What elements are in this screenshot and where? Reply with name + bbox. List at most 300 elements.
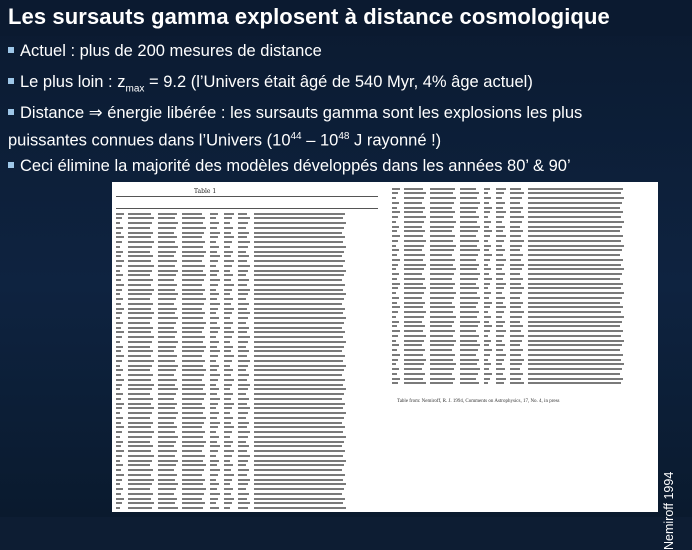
table-cell-texture bbox=[484, 306, 490, 308]
table-cell-texture bbox=[210, 455, 216, 457]
table-cell-texture bbox=[528, 311, 621, 313]
table-cell-texture bbox=[182, 369, 206, 371]
table-cell-texture bbox=[182, 412, 203, 414]
table-cell-texture bbox=[224, 502, 232, 504]
bullet-3-line-2b: – 10 bbox=[301, 131, 339, 150]
table-cell-texture bbox=[404, 249, 422, 251]
table-cell-texture bbox=[404, 254, 425, 256]
table-cell-texture bbox=[224, 350, 231, 352]
table-cell-texture bbox=[238, 426, 247, 428]
table-cell-texture bbox=[116, 284, 124, 286]
table-cell-texture bbox=[254, 251, 344, 253]
table-cell-texture bbox=[224, 251, 233, 253]
table-cell-texture bbox=[224, 298, 233, 300]
table-cell-texture bbox=[158, 441, 176, 443]
table-cell-texture bbox=[210, 403, 218, 405]
table-cell-texture bbox=[404, 292, 424, 294]
table-cell-texture bbox=[224, 284, 234, 286]
table-cell-texture bbox=[238, 398, 249, 400]
table-cell-texture bbox=[182, 426, 202, 428]
table-cell-texture bbox=[460, 249, 480, 251]
table-cell-texture bbox=[224, 312, 232, 314]
table-cell-texture bbox=[128, 388, 152, 390]
table-cell-texture bbox=[182, 289, 205, 291]
table-cell-texture bbox=[254, 365, 346, 367]
table-cell-texture bbox=[158, 341, 178, 343]
table-cell-texture bbox=[510, 235, 521, 237]
table-cell-texture bbox=[116, 317, 120, 319]
table-cell-texture bbox=[484, 354, 490, 356]
table-cell-texture bbox=[430, 359, 453, 361]
table-cell-texture bbox=[460, 245, 477, 247]
table-cell-texture bbox=[404, 216, 426, 218]
table-cell-texture bbox=[182, 255, 204, 257]
table-cell-texture bbox=[404, 226, 422, 228]
table-cell-texture bbox=[430, 245, 456, 247]
table-cell-texture bbox=[128, 469, 153, 471]
table-cell-texture bbox=[392, 211, 400, 213]
table-cell-texture bbox=[210, 360, 216, 362]
table-cell-texture bbox=[182, 374, 204, 376]
table-cell-texture bbox=[158, 422, 174, 424]
table-cell-texture bbox=[254, 474, 345, 476]
table-cell-texture bbox=[116, 303, 121, 305]
table-cell-texture bbox=[430, 344, 454, 346]
table-cell-texture bbox=[158, 213, 177, 215]
table-cell-texture bbox=[116, 436, 120, 438]
table-cell-texture bbox=[158, 483, 178, 485]
table-row-texture bbox=[392, 381, 654, 386]
table-cell-texture bbox=[496, 297, 505, 299]
table-cell-texture bbox=[158, 493, 174, 495]
table-cell-texture bbox=[404, 382, 426, 384]
table-cell-texture bbox=[224, 270, 230, 272]
table-cell-texture bbox=[116, 369, 123, 371]
table-cell-texture bbox=[460, 230, 478, 232]
table-cell-texture bbox=[224, 365, 230, 367]
table-cell-texture bbox=[510, 259, 521, 261]
table-cell-texture bbox=[128, 260, 151, 262]
table-cell-texture bbox=[528, 354, 623, 356]
table-cell-texture bbox=[182, 441, 206, 443]
table-cell-texture bbox=[128, 293, 152, 295]
table-cell-texture bbox=[116, 493, 121, 495]
table-cell-texture bbox=[496, 354, 506, 356]
table-cell-texture bbox=[460, 188, 476, 190]
table-cell-texture bbox=[460, 287, 479, 289]
table-cell-texture bbox=[460, 330, 476, 332]
table-cell-texture bbox=[496, 302, 503, 304]
table-cell-texture bbox=[496, 245, 502, 247]
table-cell-texture bbox=[484, 363, 491, 365]
table-cell-texture bbox=[484, 349, 492, 351]
table-cell-texture bbox=[238, 483, 248, 485]
table-cell-texture bbox=[430, 321, 454, 323]
table-cell-texture bbox=[404, 278, 425, 280]
table-cell-texture bbox=[238, 317, 248, 319]
table-cell-texture bbox=[430, 311, 453, 313]
table-cell-texture bbox=[224, 255, 231, 257]
table-cell-texture bbox=[116, 270, 120, 272]
table-cell-texture bbox=[182, 227, 206, 229]
table-cell-texture bbox=[484, 321, 489, 323]
table-cell-texture bbox=[430, 259, 455, 261]
table-cell-texture bbox=[484, 278, 492, 280]
table-cell-texture bbox=[158, 298, 176, 300]
table-cell-texture bbox=[460, 278, 478, 280]
table-cell-texture bbox=[460, 283, 476, 285]
table-cell-texture bbox=[392, 359, 398, 361]
table-cell-texture bbox=[496, 207, 503, 209]
table-cell-texture bbox=[128, 393, 150, 395]
table-cell-texture bbox=[238, 265, 250, 267]
table-cell-texture bbox=[116, 365, 120, 367]
table-cell-texture bbox=[510, 359, 524, 361]
bullet-3-sup-2: 48 bbox=[338, 131, 350, 142]
table-cell-texture bbox=[238, 289, 250, 291]
table-cell-texture bbox=[238, 255, 249, 257]
table-cell-texture bbox=[528, 325, 620, 327]
table-cell-texture bbox=[528, 249, 622, 251]
table-cell-texture bbox=[158, 464, 176, 466]
table-cell-texture bbox=[224, 265, 232, 267]
table-cell-texture bbox=[496, 359, 504, 361]
table-cell-texture bbox=[210, 412, 219, 414]
table-cell-texture bbox=[224, 493, 231, 495]
table-cell-texture bbox=[254, 217, 343, 219]
table-cell-texture bbox=[182, 355, 202, 357]
table-cell-texture bbox=[484, 226, 489, 228]
table-cell-texture bbox=[510, 330, 521, 332]
table-cell-texture bbox=[254, 431, 343, 433]
table-cell-texture bbox=[182, 507, 203, 509]
table-cell-texture bbox=[238, 270, 248, 272]
bullet-3-sup-1: 44 bbox=[290, 131, 302, 142]
table-cell-texture bbox=[128, 322, 150, 324]
table-cell-texture bbox=[224, 317, 230, 319]
table-cell-texture bbox=[128, 246, 152, 248]
table-cell-texture bbox=[116, 360, 122, 362]
table-cell-texture bbox=[238, 388, 248, 390]
table-cell-texture bbox=[128, 488, 150, 490]
table-cell-texture bbox=[430, 249, 454, 251]
table-cell-texture bbox=[238, 407, 250, 409]
table-cell-texture bbox=[254, 270, 346, 272]
table-cell-texture bbox=[392, 197, 396, 199]
table-cell-texture bbox=[254, 384, 343, 386]
table-cell-texture bbox=[210, 407, 216, 409]
table-cell-texture bbox=[128, 455, 154, 457]
table-cell-texture bbox=[528, 188, 623, 190]
table-cell-texture bbox=[116, 374, 121, 376]
table-cell-texture bbox=[528, 287, 621, 289]
table-cell-texture bbox=[430, 264, 453, 266]
table-cell-texture bbox=[210, 426, 218, 428]
table-cell-texture bbox=[404, 306, 423, 308]
table-cell-texture bbox=[460, 359, 479, 361]
table-cell-texture bbox=[210, 322, 217, 324]
table-cell-texture bbox=[484, 292, 491, 294]
table-cell-texture bbox=[116, 241, 122, 243]
table-cell-texture bbox=[238, 479, 250, 481]
table-cell-texture bbox=[158, 479, 175, 481]
table-cell-texture bbox=[510, 297, 520, 299]
table-cell-texture bbox=[128, 255, 153, 257]
table-cell-texture bbox=[430, 188, 455, 190]
table-cell-texture bbox=[430, 378, 455, 380]
table-cell-texture bbox=[128, 498, 151, 500]
table-cell-texture bbox=[128, 379, 151, 381]
table-cell-texture bbox=[224, 445, 231, 447]
table-cell-texture bbox=[238, 469, 249, 471]
table-cell-texture bbox=[158, 436, 178, 438]
table-cell-texture bbox=[254, 260, 345, 262]
table-cell-texture bbox=[404, 273, 422, 275]
table-cell-texture bbox=[238, 331, 247, 333]
table-cell-texture bbox=[224, 469, 231, 471]
table-cell-texture bbox=[224, 483, 230, 485]
table-cell-texture bbox=[484, 192, 488, 194]
table-cell-texture bbox=[254, 279, 342, 281]
table-cell-texture bbox=[392, 311, 398, 313]
table-cell-texture bbox=[116, 236, 124, 238]
table-cell-texture bbox=[484, 221, 491, 223]
table-cell-texture bbox=[116, 507, 120, 509]
table-cell-texture bbox=[158, 265, 175, 267]
table-cell-texture bbox=[128, 436, 152, 438]
table-cell-texture bbox=[158, 232, 174, 234]
table-cell-texture bbox=[116, 431, 122, 433]
table-cell-texture bbox=[528, 207, 620, 209]
table-cell-texture bbox=[238, 369, 246, 371]
table-cell-texture bbox=[528, 321, 622, 323]
table-cell-texture bbox=[404, 340, 424, 342]
table-cell-texture bbox=[158, 469, 174, 471]
table-cell-texture bbox=[528, 221, 624, 223]
table-cell-texture bbox=[392, 368, 399, 370]
table-cell-texture bbox=[430, 302, 452, 304]
table-cell-texture bbox=[510, 340, 522, 342]
table-cell-texture bbox=[528, 268, 624, 270]
table-cell-texture bbox=[510, 264, 524, 266]
table-cell-texture bbox=[158, 217, 175, 219]
table-cell-texture bbox=[510, 316, 522, 318]
table-cell-texture bbox=[224, 422, 231, 424]
table-cell-texture bbox=[210, 379, 218, 381]
table-cell-texture bbox=[430, 335, 453, 337]
table-cell-texture bbox=[158, 222, 178, 224]
table-cell-texture bbox=[392, 268, 396, 270]
table-cell-texture bbox=[528, 359, 621, 361]
table-cell-texture bbox=[210, 374, 220, 376]
table-cell-texture bbox=[496, 216, 504, 218]
table-cell-texture bbox=[254, 445, 342, 447]
bullet-2-text-b: = 9.2 (l’Univers était âgé de 540 Myr, 4% âge actuel) bbox=[144, 73, 533, 91]
table-cell-texture bbox=[510, 273, 520, 275]
table-cell-texture bbox=[238, 322, 246, 324]
table-cell-texture bbox=[128, 346, 150, 348]
table-cell-texture bbox=[116, 441, 123, 443]
table-cell-texture bbox=[210, 312, 216, 314]
table-cell-texture bbox=[238, 365, 248, 367]
table-cell-texture bbox=[254, 412, 346, 414]
table-cell-texture bbox=[158, 502, 175, 504]
table-cell-texture bbox=[254, 222, 346, 224]
table-cell-texture bbox=[158, 346, 176, 348]
table-cell-texture bbox=[510, 344, 520, 346]
table-cell-texture bbox=[182, 317, 203, 319]
table-cell-texture bbox=[404, 235, 423, 237]
table-cell-texture bbox=[116, 407, 122, 409]
table-cell-texture bbox=[528, 373, 620, 375]
table-cell-texture bbox=[496, 330, 506, 332]
table-cell-texture bbox=[116, 417, 123, 419]
table-cell-texture bbox=[224, 355, 234, 357]
table-cell-texture bbox=[128, 417, 150, 419]
table-cell-texture bbox=[182, 365, 203, 367]
table-cell-texture bbox=[510, 368, 520, 370]
table-cell-texture bbox=[128, 493, 153, 495]
table-cell-texture bbox=[158, 445, 174, 447]
table-cell-texture bbox=[128, 365, 152, 367]
table-cell-texture bbox=[210, 441, 217, 443]
table-cell-texture bbox=[238, 445, 249, 447]
table-cell-texture bbox=[210, 227, 217, 229]
table-cell-texture bbox=[182, 232, 204, 234]
table-cell-texture bbox=[528, 245, 624, 247]
table-cell-texture bbox=[116, 327, 121, 329]
table-cell-texture bbox=[496, 221, 502, 223]
table-cell-texture bbox=[404, 240, 426, 242]
table-cell-texture bbox=[158, 384, 175, 386]
table-cell-texture bbox=[460, 292, 477, 294]
table-cell-texture bbox=[210, 331, 218, 333]
table-cell-texture bbox=[116, 336, 122, 338]
table-cell-texture bbox=[182, 502, 205, 504]
table-cell-texture bbox=[496, 202, 505, 204]
table-cell-texture bbox=[224, 426, 234, 428]
table-cell-texture bbox=[224, 441, 233, 443]
table-cell-texture bbox=[528, 283, 623, 285]
bullet-square-icon bbox=[8, 109, 14, 115]
table-cell-texture bbox=[116, 426, 124, 428]
table-cell-texture bbox=[128, 483, 152, 485]
table-cell-texture bbox=[128, 331, 151, 333]
table-cell-texture bbox=[238, 436, 248, 438]
table-cell-texture bbox=[496, 211, 506, 213]
table-cell-texture bbox=[254, 464, 344, 466]
table-cell-texture bbox=[182, 450, 202, 452]
table-cell-texture bbox=[392, 340, 396, 342]
table-cell-texture bbox=[484, 240, 488, 242]
table-cell-texture bbox=[496, 363, 502, 365]
table-cell-texture bbox=[238, 431, 250, 433]
table-rule-top bbox=[116, 196, 378, 197]
table-cell-texture bbox=[484, 373, 492, 375]
table-cell-texture bbox=[528, 226, 622, 228]
table-cell-texture bbox=[254, 236, 345, 238]
table-cell-texture bbox=[116, 246, 120, 248]
table-cell-texture bbox=[528, 278, 620, 280]
table-cell-texture bbox=[116, 298, 123, 300]
table-cell-texture bbox=[496, 254, 503, 256]
table-cell-texture bbox=[238, 303, 249, 305]
table-cell-texture bbox=[210, 393, 217, 395]
table-cell-texture bbox=[392, 273, 399, 275]
table-cell-texture bbox=[392, 249, 399, 251]
table-cell-texture bbox=[528, 230, 620, 232]
table-cell-texture bbox=[528, 211, 623, 213]
table-cell-texture bbox=[158, 369, 176, 371]
table-cell-texture bbox=[158, 474, 177, 476]
table-cell-texture bbox=[182, 270, 203, 272]
table-cell-texture bbox=[224, 407, 232, 409]
table-cell-texture bbox=[116, 293, 120, 295]
table-cell-texture bbox=[484, 297, 489, 299]
table-cell-texture bbox=[238, 403, 247, 405]
table-cell-texture bbox=[254, 232, 342, 234]
table-cell-texture bbox=[404, 230, 425, 232]
table-cell-texture bbox=[182, 322, 206, 324]
table-cell-texture bbox=[238, 284, 247, 286]
table-cell-texture bbox=[496, 268, 502, 270]
table-cell-texture bbox=[224, 322, 233, 324]
table-cell-texture bbox=[254, 469, 342, 471]
table-cell-texture bbox=[224, 384, 232, 386]
table-cell-texture bbox=[254, 241, 343, 243]
table-cell-texture bbox=[510, 292, 522, 294]
table-cell-texture bbox=[116, 398, 121, 400]
table-cell-texture bbox=[392, 240, 398, 242]
table-cell-texture bbox=[510, 230, 523, 232]
table-cell-texture bbox=[404, 197, 424, 199]
table-cell-texture bbox=[128, 445, 153, 447]
table-cell-texture bbox=[460, 192, 479, 194]
table-cell-texture bbox=[158, 336, 175, 338]
table-cell-texture bbox=[116, 227, 123, 229]
table-cell-texture bbox=[392, 283, 400, 285]
table-cell-texture bbox=[116, 474, 124, 476]
table-cell-texture bbox=[496, 188, 506, 190]
table-cell-texture bbox=[224, 279, 231, 281]
table-cell-texture bbox=[128, 317, 152, 319]
table-cell-texture bbox=[460, 221, 477, 223]
table-cell-texture bbox=[210, 445, 220, 447]
table-cell-texture bbox=[116, 502, 122, 504]
table-caption: Table from: Nemiroff, R. J. 1994, Comments on Astrophysics, 17, No. 4, in press bbox=[397, 399, 560, 404]
table-cell-texture bbox=[182, 388, 203, 390]
table-cell-texture bbox=[182, 379, 202, 381]
bullet-4 bbox=[8, 154, 571, 178]
table-cell-texture bbox=[528, 316, 624, 318]
table-cell-texture bbox=[510, 211, 521, 213]
table-cell-texture bbox=[528, 382, 621, 384]
table-cell-texture bbox=[254, 422, 342, 424]
table-cell-texture bbox=[182, 331, 202, 333]
table-cell-texture bbox=[430, 325, 452, 327]
table-cell-texture bbox=[460, 297, 480, 299]
table-cell-texture bbox=[430, 216, 453, 218]
table-cell-texture bbox=[224, 498, 234, 500]
table-cell-texture bbox=[254, 350, 342, 352]
table-cell-texture bbox=[484, 359, 488, 361]
table-cell-texture bbox=[510, 216, 524, 218]
table-cell-texture bbox=[510, 188, 521, 190]
table-cell-texture bbox=[128, 227, 150, 229]
table-cell-texture bbox=[496, 249, 505, 251]
table-cell-texture bbox=[404, 207, 425, 209]
table-cell-texture bbox=[496, 287, 504, 289]
